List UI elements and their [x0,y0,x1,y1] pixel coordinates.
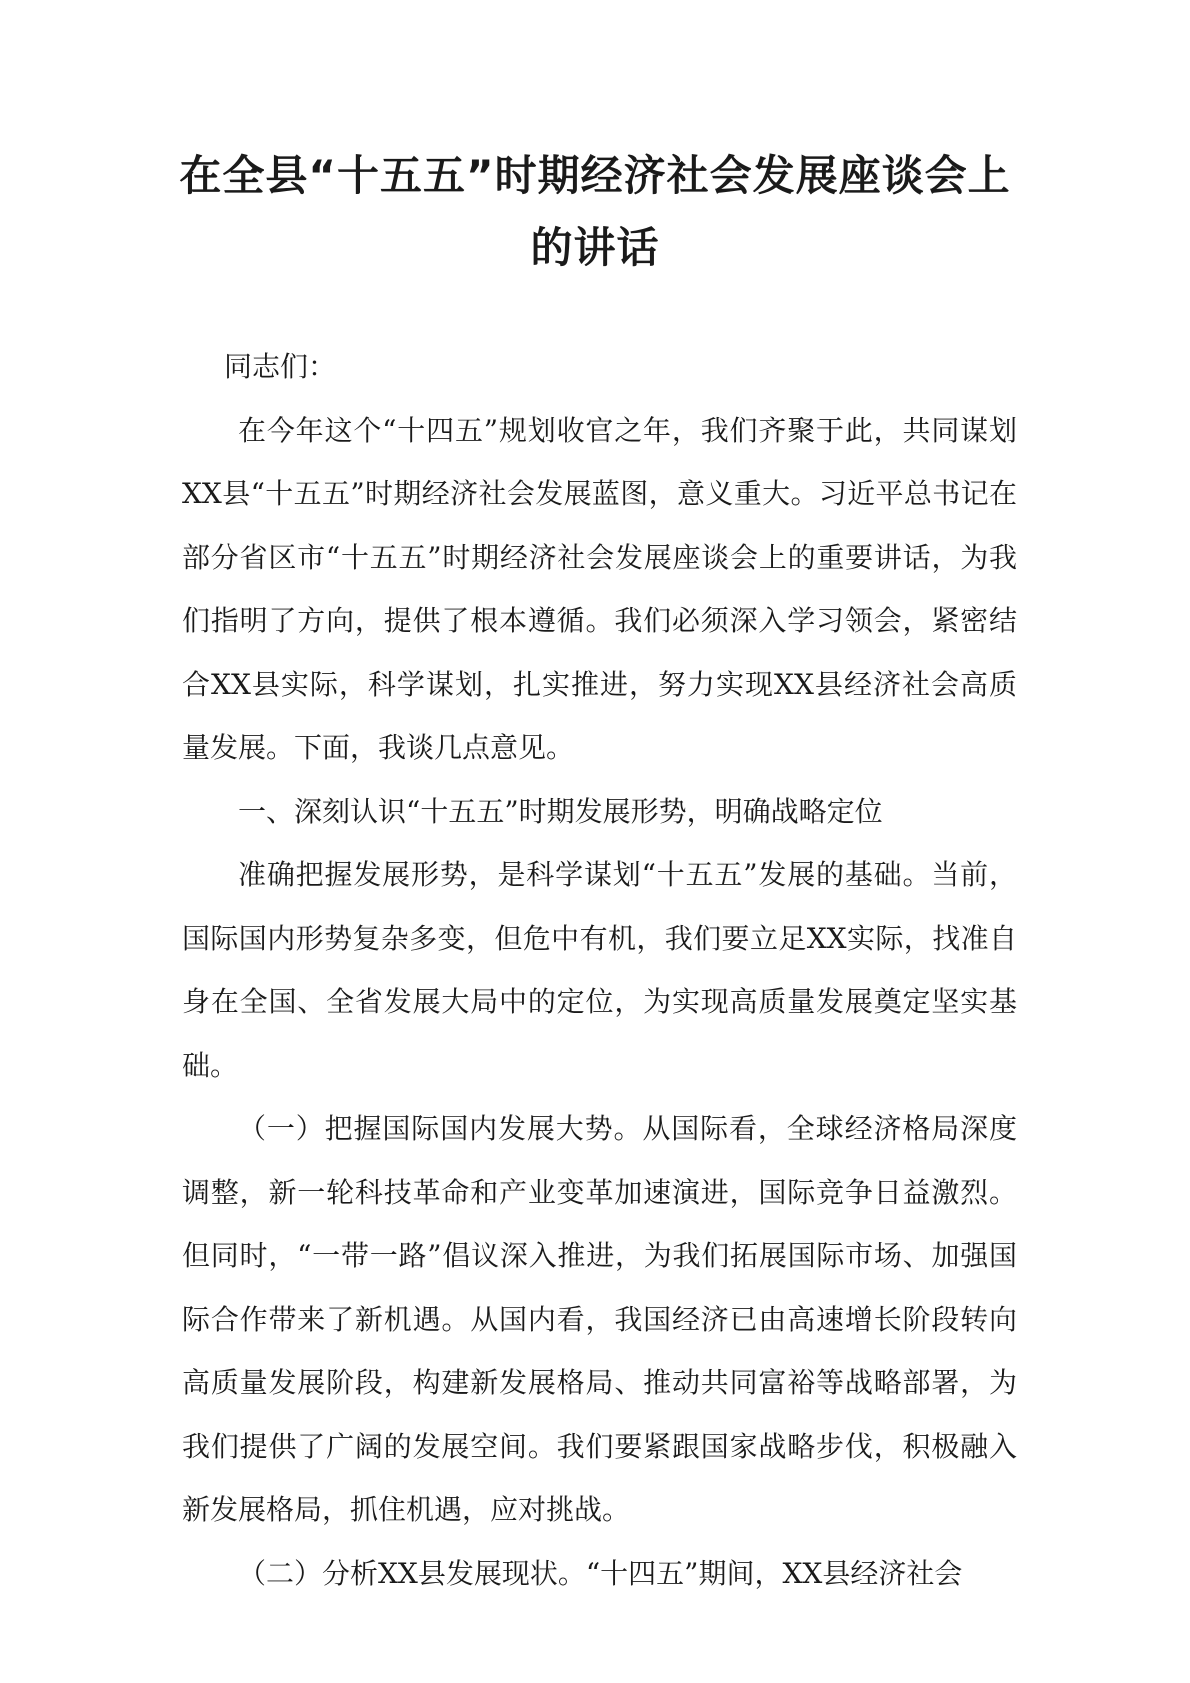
paragraph-subsection-2: （二）分析XX县发展现状。“十四五”期间，XX县经济社会 [238,1556,963,1590]
paragraph-intro: 在今年这个“十四五”规划收官之年，我们齐聚于此，共同谋划XX县“十五五”时期经济社会发展蓝图，意义重大。习近平总书记在部分省区市“十五五”时期经济社会发展座谈会上的重要讲话，为我们指明了方向，提供了根本遵循。我们必须深入学习领会，紧密结合XX县实际，科学谋划，扎实推进，努力实现XX县经济社会高质量发展。下面，我谈几点意见。 [182,413,1017,764]
paragraph-subsection-1: （一）把握国际国内发展大势。从国际看，全球经济格局深度调整，新一轮科技革命和产业变革加速演进，国际竞争日益激烈。但同时，“一带一路”倡议深入推进，为我们拓展国际市场、加强国际合作带来了新机遇。从国内看，我国经济已由高速增长阶段转向高质量发展阶段，构建新发展格局、推动共同富裕等战略部署，为我们提供了广阔的发展空间。我们要紧跟国家战略步伐，积极融入新发展格局，抓住机遇，应对挑战。 [182,1112,1017,1526]
salutation: 同志们： [224,350,337,383]
section-heading-1: 一、深刻认识“十五五”时期发展形势，明确战略定位 [238,794,883,828]
document-body [182,335,1017,1605]
paragraph-section-1: 准确把握发展形势，是科学谋划“十五五”发展的基础。当前，国际国内形势复杂多变，但危中有机，我们要立足XX实际，找准自身在全国、全省发展大局中的定位，为实现高质量发展奠定坚实基础。 [182,858,1017,1082]
document-title: 在全县“十五五”时期经济社会发展座谈会上的讲话 [179,151,1011,272]
